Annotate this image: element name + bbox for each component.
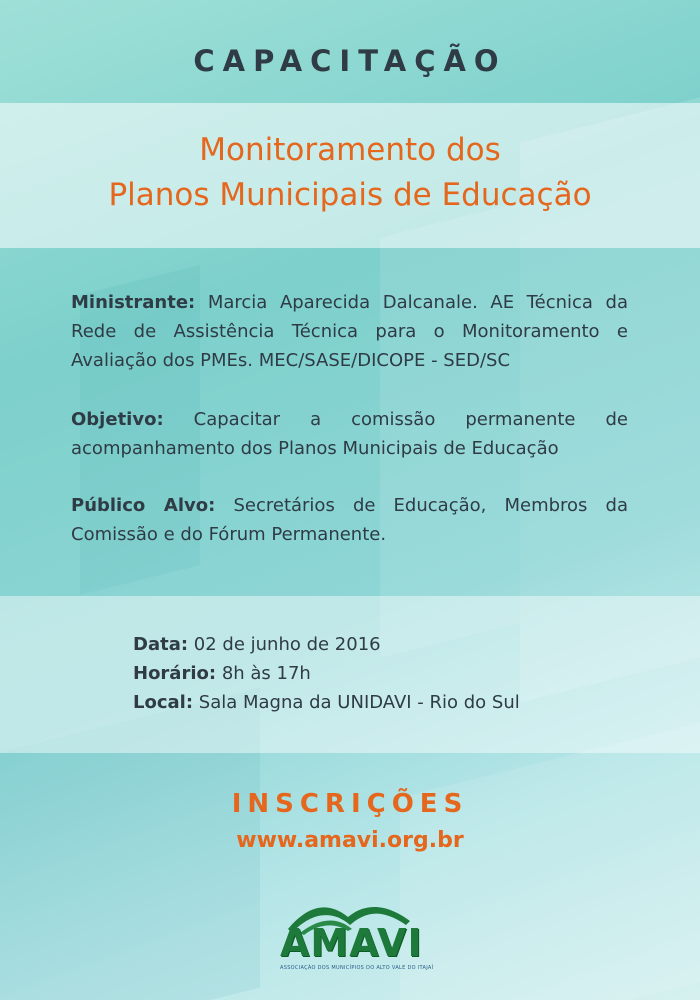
time-value: 8h às 17h bbox=[221, 663, 311, 684]
event-date bbox=[133, 630, 520, 659]
registration-link[interactable]: www.amavi.org.br bbox=[236, 828, 464, 853]
publico-text: Secretários de Educação, Membros da Comissão e do Fórum Permanente. bbox=[71, 495, 629, 545]
objetivo-text: Capacitar a comissão permanente de acompanhamento dos Planos Municipais de Educação bbox=[71, 409, 628, 459]
ministrante-text: Marcia Aparecida Dalcanale. AE Técnica da Rede de Assistência Técnica para o Monitoramento e Avaliação dos PMEs. MEC/SASE/DICOPE - SED/SC bbox=[71, 292, 628, 371]
time-label: Horário: bbox=[133, 663, 217, 684]
amavi-logo bbox=[280, 895, 434, 975]
logo-subtitle: ASSOCIAÇÃO DOS MUNICÍPIOS DO ALTO VALE DO ITAJAÍ bbox=[280, 965, 434, 971]
location-label: Local: bbox=[133, 692, 194, 713]
publico-paragraph bbox=[71, 491, 628, 549]
event-details bbox=[133, 630, 520, 717]
title-line-2: Planos Municipais de Educação bbox=[108, 177, 592, 213]
objetivo-label: Objetivo: bbox=[71, 409, 164, 430]
objetivo-paragraph bbox=[71, 405, 628, 463]
date-value: 02 de junho de 2016 bbox=[193, 634, 381, 655]
logo-wordmark: AMAVI bbox=[280, 921, 423, 965]
page-title bbox=[0, 128, 700, 218]
ministrante-label: Ministrante: bbox=[71, 292, 196, 313]
title-line-1: Monitoramento dos bbox=[199, 132, 501, 168]
kicker-heading: CAPACITAÇÃO bbox=[193, 44, 507, 78]
registration-heading: INSCRIÇÕES bbox=[231, 789, 469, 819]
publico-label: Público Alvo: bbox=[71, 495, 216, 516]
event-time bbox=[133, 659, 520, 688]
event-location bbox=[133, 688, 520, 717]
date-label: Data: bbox=[133, 634, 189, 655]
location-value: Sala Magna da UNIDAVI - Rio do Sul bbox=[198, 692, 520, 713]
ministrante-paragraph bbox=[71, 288, 628, 375]
